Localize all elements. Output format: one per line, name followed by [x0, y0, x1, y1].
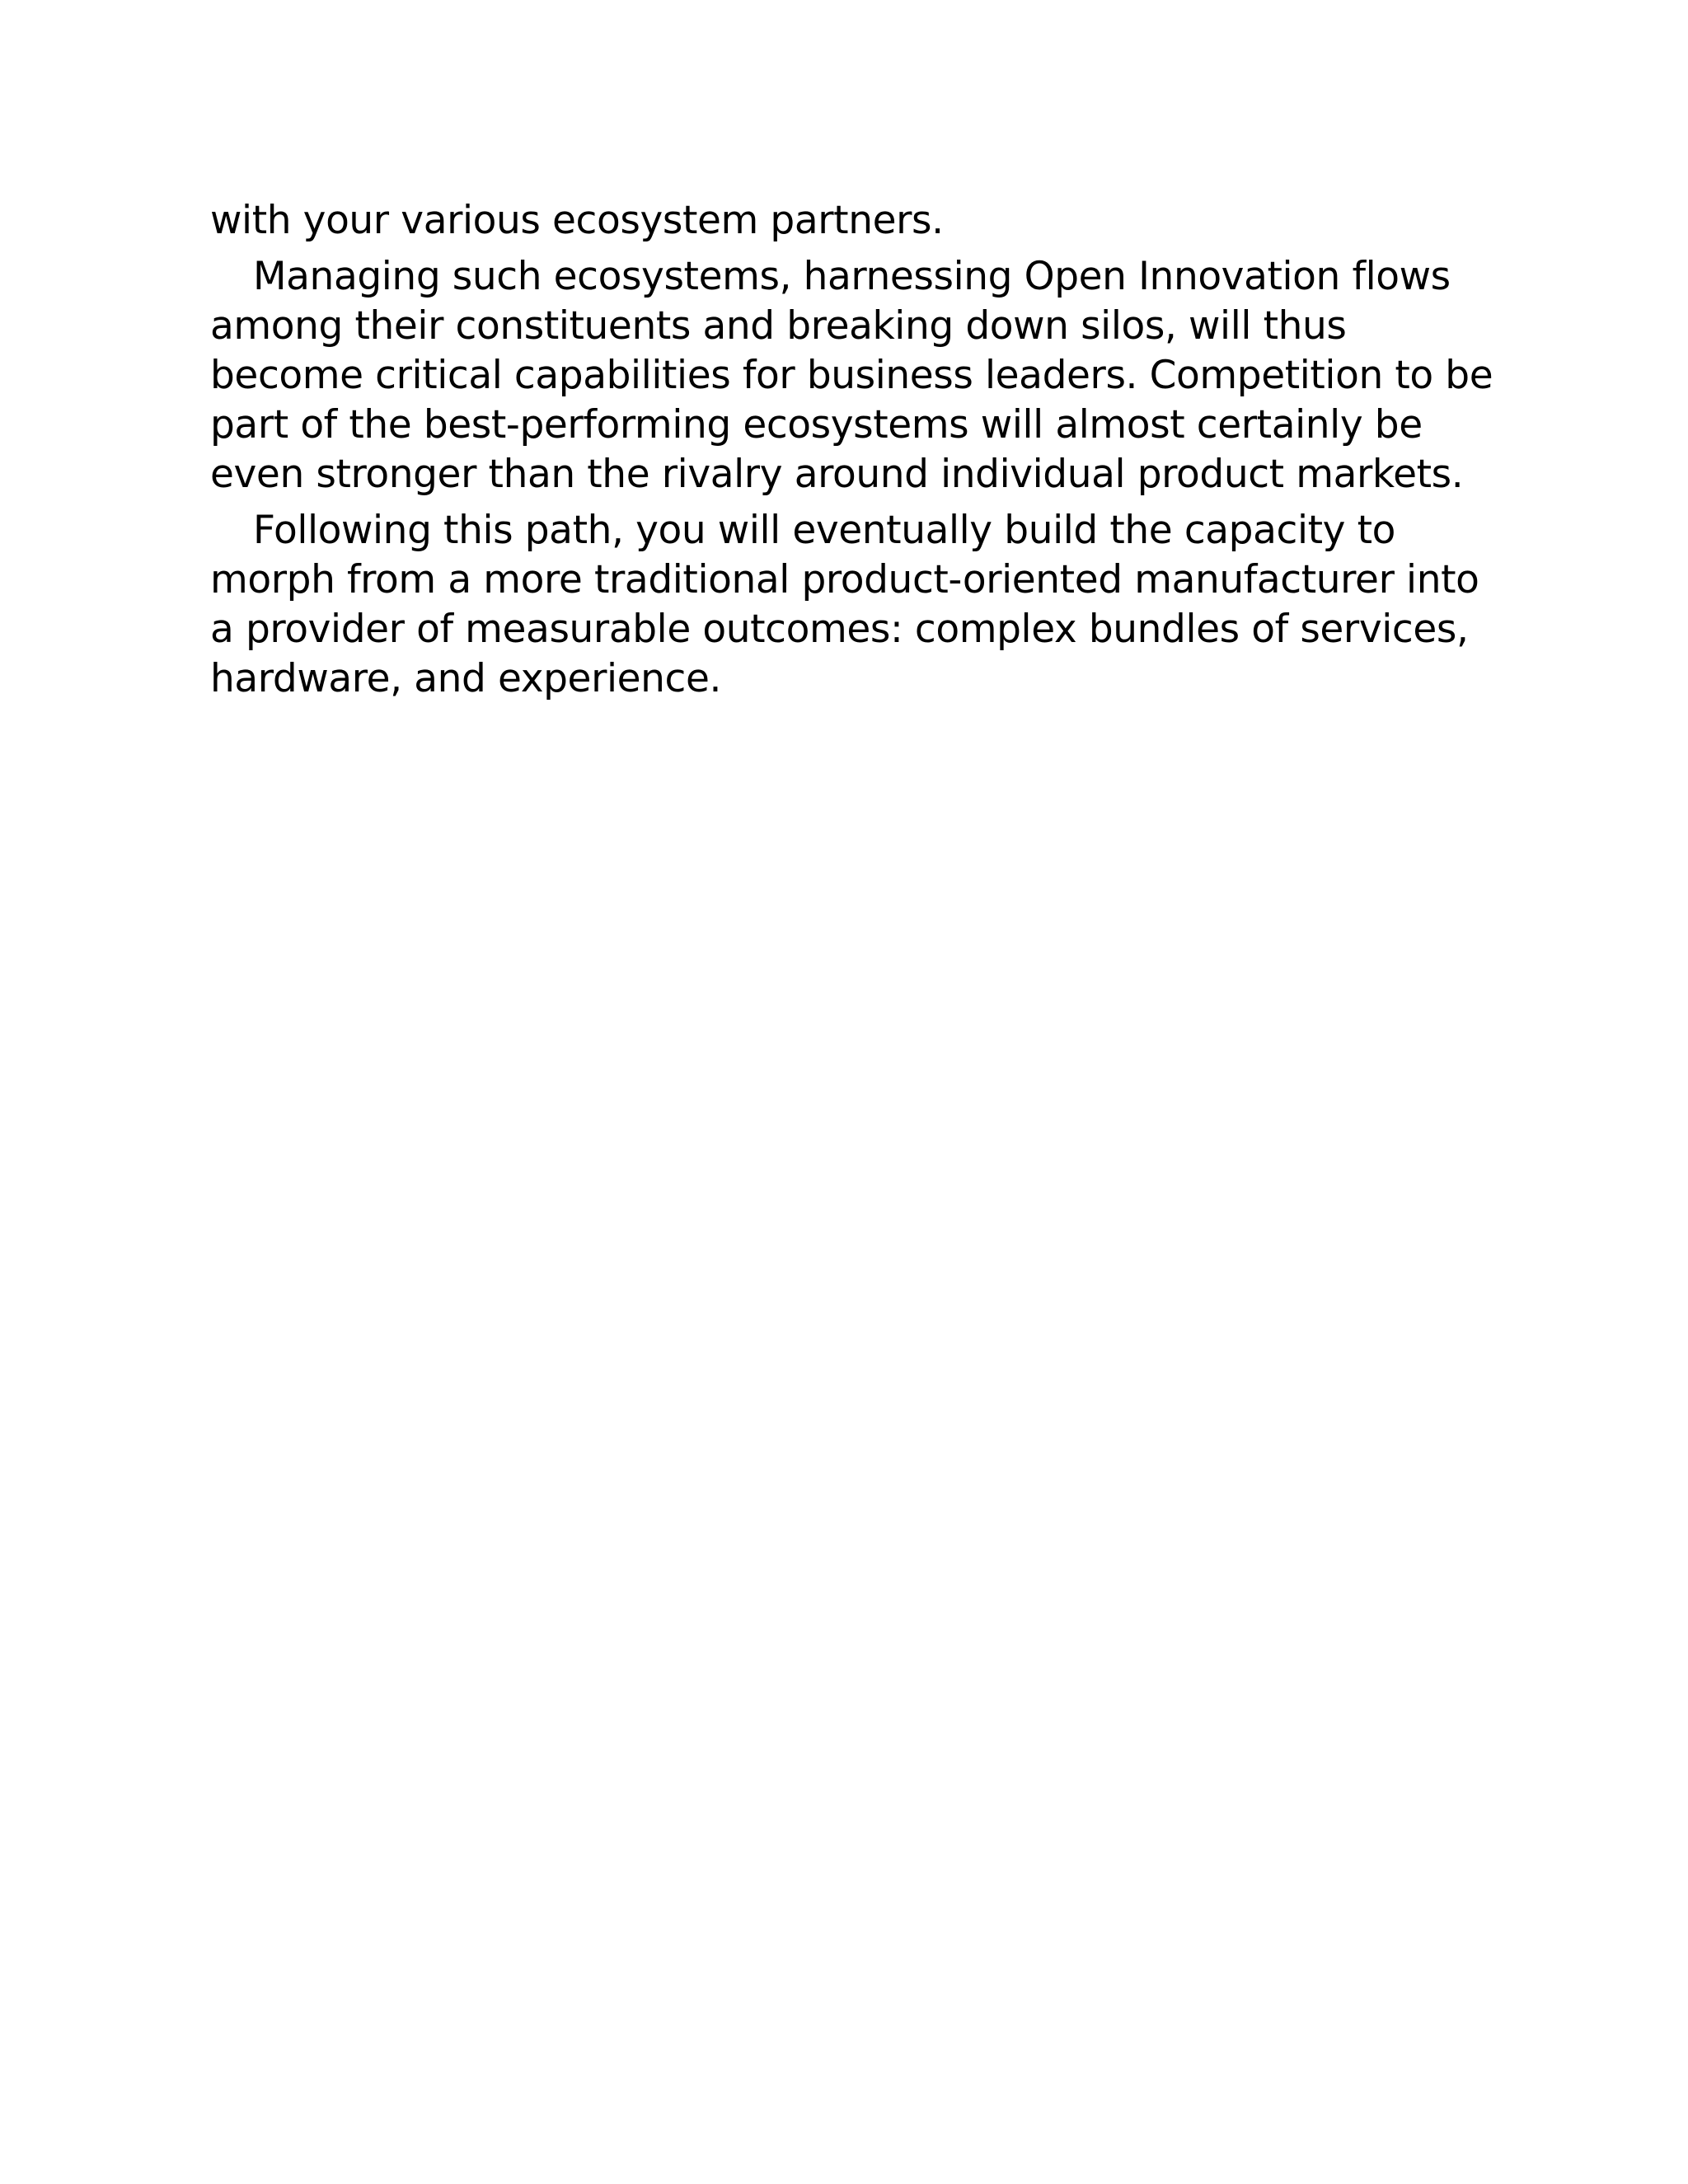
paragraph-continuation: with your various ecosystem partners. [210, 198, 944, 243]
body-text [210, 196, 1496, 704]
paragraph-ecosystems: Managing such ecosystems, harnessing Open Innovation flows among their constituents and breaking down silos, will thus become critical capabilities for business leaders. Competition to be part of the best-performing ecosystems will almost certainly be even stronger than the rivalry around individual product markets. [210, 254, 1493, 497]
paragraph-outcomes: Following this path, you will eventually build the capacity to morph from a more traditional product-oriented manufacturer into a provider of measurable outcomes: complex bundles of services, hardware, and experience. [210, 508, 1479, 701]
